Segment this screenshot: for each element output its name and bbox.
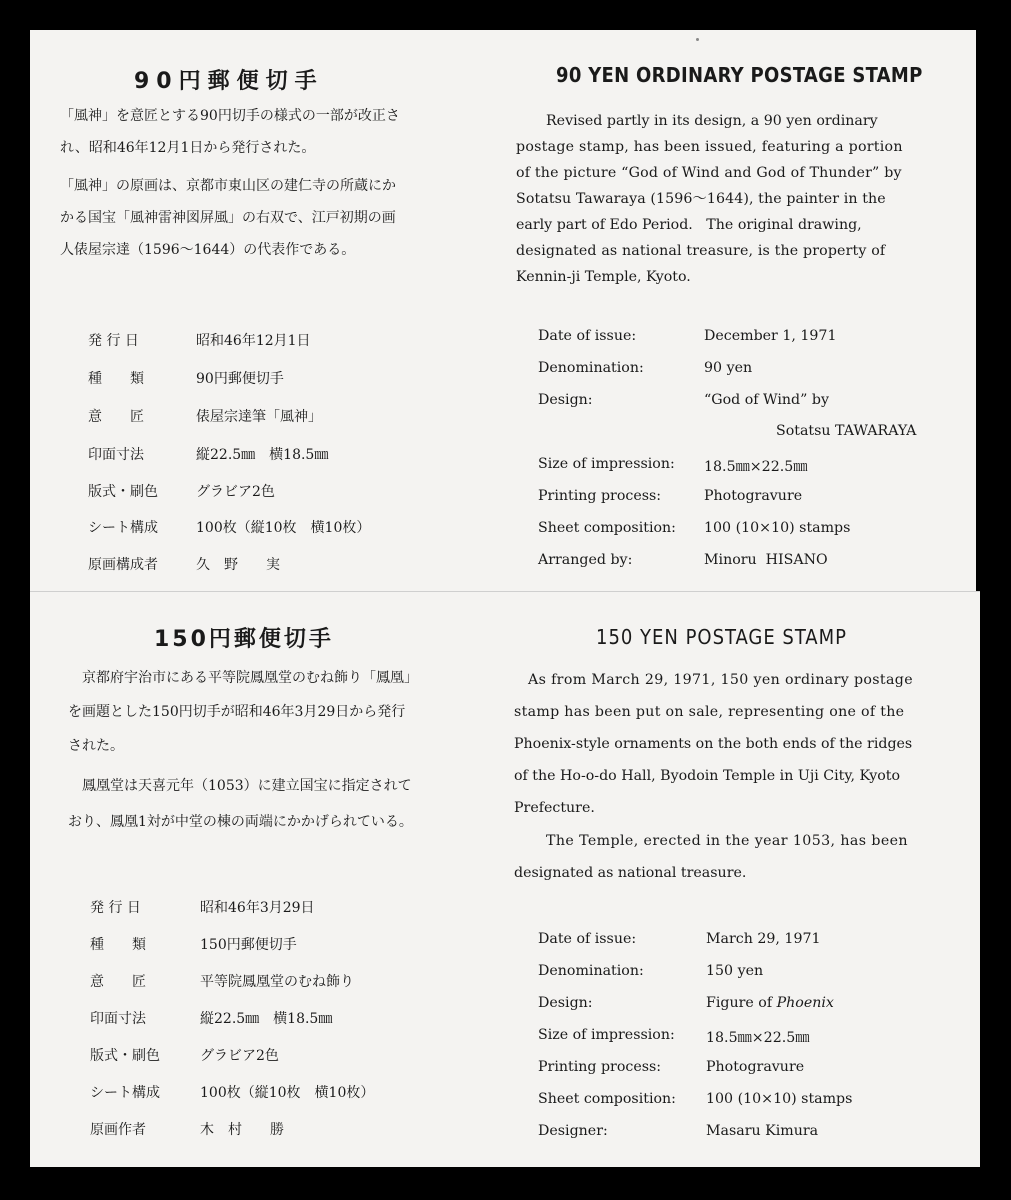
jp-paragraph-line: 鳳凰堂は天喜元年（1053）に建立国宝に指定されて bbox=[82, 778, 412, 794]
jp-spec-label: シート構成 bbox=[88, 520, 158, 536]
en-paragraph-line: Sotatsu Tawaraya (1596～1644), the painter in the bbox=[516, 191, 886, 207]
en-spec-label: Design: bbox=[538, 995, 593, 1011]
en-paragraph-line: designated as national treasure, is the property of bbox=[516, 243, 886, 259]
en-spec-value: March 29, 1971 bbox=[706, 931, 821, 947]
jp-spec-label: 版式・刷色 bbox=[90, 1048, 160, 1064]
jp-spec-label: 意 匠 bbox=[90, 974, 146, 990]
paper-speck bbox=[696, 38, 699, 41]
en-paragraph-line: early part of Edo Period. The original drawing, bbox=[516, 217, 862, 233]
jp-spec-value: 昭和46年3月29日 bbox=[200, 900, 315, 916]
jp-paragraph-line: 京都府宇治市にある平等院鳳凰堂のむね飾り「鳳凰」 bbox=[82, 670, 418, 686]
jp-paragraph-line: かる国宝「風神雷神図屏風」の右双で、江戸初期の画 bbox=[60, 210, 396, 226]
en-spec-label: Date of issue: bbox=[538, 328, 637, 344]
jp-spec-value: 150円郵便切手 bbox=[200, 937, 297, 953]
jp-spec-value: グラビア2色 bbox=[196, 484, 275, 500]
jp-paragraph-line: された。 bbox=[68, 738, 124, 754]
en-spec-value: Figure of Phoenix bbox=[706, 995, 834, 1011]
en-spec-value: Minoru HISANO bbox=[704, 552, 828, 568]
en-spec-label: Designer: bbox=[538, 1123, 608, 1139]
jp-title: 150円郵便切手 bbox=[154, 627, 334, 652]
en-spec-label: Printing process: bbox=[538, 1059, 662, 1075]
jp-spec-label: 種 類 bbox=[90, 937, 146, 953]
jp-spec-value: 100枚（縦10枚 横10枚） bbox=[196, 520, 371, 536]
jp-spec-value: グラビア2色 bbox=[200, 1048, 279, 1064]
jp-spec-value: 100枚（縦10枚 横10枚） bbox=[200, 1085, 375, 1101]
en-spec-label: Arranged by: bbox=[538, 552, 633, 568]
jp-spec-label: 印面寸法 bbox=[88, 447, 144, 463]
en-paragraph-line: Revised partly in its design, a 90 yen ordinary bbox=[546, 113, 878, 129]
en-paragraph-line: The Temple, erected in the year 1053, has been bbox=[546, 833, 908, 849]
en-spec-label: Date of issue: bbox=[538, 931, 637, 947]
jp-spec-label: シート構成 bbox=[90, 1085, 160, 1101]
jp-spec-value: 昭和46年12月1日 bbox=[196, 333, 311, 349]
en-paragraph-line: postage stamp, has been issued, featuring a portion bbox=[516, 139, 903, 155]
jp-paragraph-line: 「風神」を意匠とする90円切手の様式の一部が改正さ bbox=[60, 108, 400, 124]
jp-spec-label: 発 行 日 bbox=[90, 900, 141, 916]
en-spec-label: Denomination: bbox=[538, 963, 644, 979]
jp-spec-value: 90円郵便切手 bbox=[196, 371, 284, 387]
jp-spec-value: 俵屋宗達筆「風神」 bbox=[196, 409, 322, 425]
italic-word: Phoenix bbox=[776, 995, 834, 1011]
en-spec-value: December 1, 1971 bbox=[704, 328, 837, 344]
jp-spec-value: 木 村 勝 bbox=[200, 1122, 284, 1138]
jp-paragraph-line: 「風神」の原画は、京都市東山区の建仁寺の所蔵にか bbox=[60, 178, 396, 194]
en-title: 90 YEN ORDINARY POSTAGE STAMP bbox=[556, 63, 923, 87]
sheet-90-yen bbox=[30, 30, 976, 596]
jp-spec-label: 種 類 bbox=[88, 371, 144, 387]
en-spec-value: 100 (10×10) stamps bbox=[706, 1091, 853, 1107]
jp-paragraph-line: を画題とした150円切手が昭和46年3月29日から発行 bbox=[68, 704, 406, 720]
en-spec-value: Masaru Kimura bbox=[706, 1123, 819, 1139]
jp-spec-label: 発 行 日 bbox=[88, 333, 139, 349]
en-spec-label: Design: bbox=[538, 392, 593, 408]
jp-spec-label: 印面寸法 bbox=[90, 1011, 146, 1027]
en-spec-value: “God of Wind” by bbox=[704, 392, 829, 408]
en-spec-value: 90 yen bbox=[704, 360, 753, 376]
jp-spec-label: 版式・刷色 bbox=[88, 484, 158, 500]
en-paragraph-line: of the picture “God of Wind and God of Thunder” by bbox=[516, 165, 902, 181]
en-paragraph-line: As from March 29, 1971, 150 yen ordinary postage bbox=[528, 672, 913, 688]
en-spec-label: Size of impression: bbox=[538, 456, 675, 472]
en-spec-label: Size of impression: bbox=[538, 1027, 675, 1043]
sheet-150-yen bbox=[30, 591, 980, 1167]
jp-paragraph-line: 人俵屋宗達（1596～1644）の代表作である。 bbox=[60, 242, 356, 258]
en-paragraph-line: designated as national treasure. bbox=[514, 865, 747, 881]
en-spec-value-continued: Sotatsu TAWARAYA bbox=[776, 423, 917, 439]
en-paragraph-line: Prefecture. bbox=[514, 800, 595, 816]
jp-spec-value: 縦22.5㎜ 横18.5㎜ bbox=[196, 447, 329, 463]
en-paragraph-line: Kennin-ji Temple, Kyoto. bbox=[516, 269, 691, 285]
en-spec-value: Photogravure bbox=[704, 488, 803, 504]
en-title: 150 YEN POSTAGE STAMP bbox=[596, 625, 847, 649]
en-spec-value: Photogravure bbox=[706, 1059, 805, 1075]
jp-title: 90円郵便切手 bbox=[134, 69, 324, 94]
en-spec-value: 18.5㎜×22.5㎜ bbox=[704, 459, 808, 475]
en-spec-label: Denomination: bbox=[538, 360, 644, 376]
en-paragraph-line: of the Ho-o-do Hall, Byodoin Temple in Uji City, Kyoto bbox=[514, 768, 900, 784]
en-spec-label: Sheet composition: bbox=[538, 520, 676, 536]
jp-spec-label: 原画作者 bbox=[90, 1122, 146, 1138]
jp-spec-value: 久 野 実 bbox=[196, 557, 280, 573]
en-spec-value: 100 (10×10) stamps bbox=[704, 520, 851, 536]
en-paragraph-line: Phoenix-style ornaments on the both ends of the ridges bbox=[514, 736, 913, 752]
jp-spec-label: 意 匠 bbox=[88, 409, 144, 425]
en-spec-value: 150 yen bbox=[706, 963, 764, 979]
jp-paragraph-line: れ、昭和46年12月1日から発行された。 bbox=[60, 140, 316, 156]
en-spec-label: Sheet composition: bbox=[538, 1091, 676, 1107]
en-spec-value: 18.5㎜×22.5㎜ bbox=[706, 1030, 810, 1046]
jp-spec-value: 縦22.5㎜ 横18.5㎜ bbox=[200, 1011, 333, 1027]
jp-paragraph-line: おり、鳳凰1対が中堂の棟の両端にかかげられている。 bbox=[68, 814, 413, 830]
en-spec-label: Printing process: bbox=[538, 488, 662, 504]
en-paragraph-line: stamp has been put on sale, representing one of the bbox=[514, 704, 905, 720]
jp-spec-value: 平等院鳳凰堂のむね飾り bbox=[200, 974, 354, 990]
jp-spec-label: 原画構成者 bbox=[88, 557, 158, 573]
